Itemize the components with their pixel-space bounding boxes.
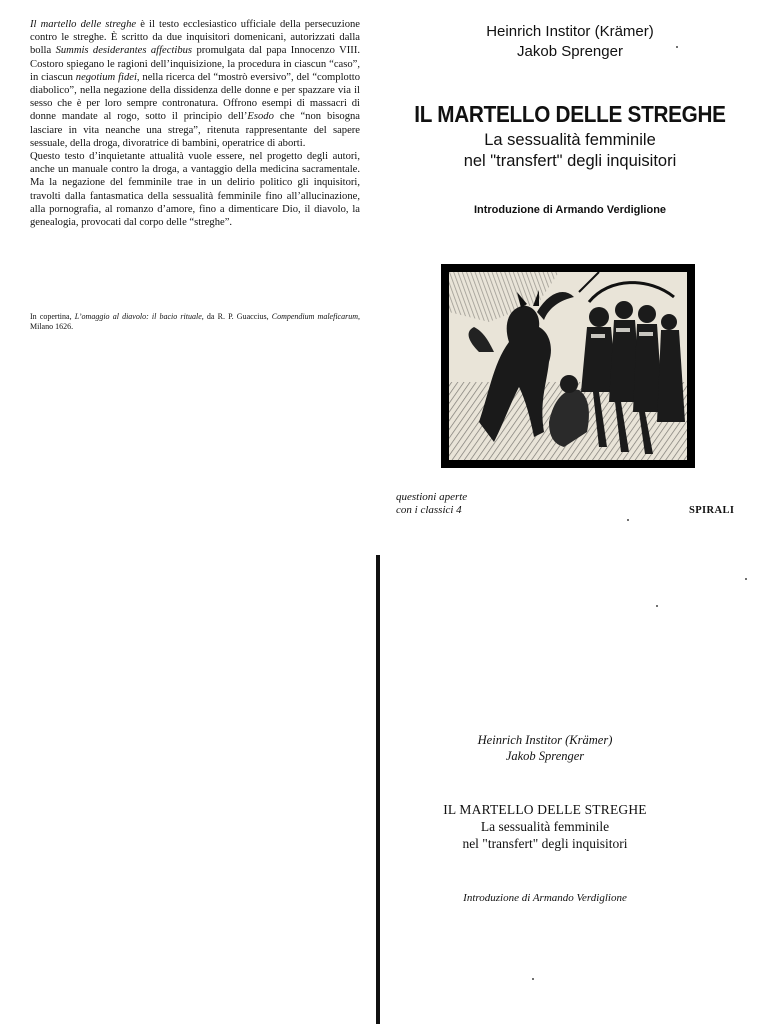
subtitle-line: nel "transfert" degli inquisitori	[462, 836, 628, 851]
author-name: Heinrich Institor (Krämer)	[486, 23, 654, 40]
scan-speck	[745, 578, 747, 580]
blurb-text-segment: Summis desiderantes affectibus	[55, 45, 193, 57]
woodcut-illustration	[449, 272, 687, 460]
series-line: questioni aperte	[396, 491, 468, 503]
scan-speck	[627, 519, 629, 521]
front-cover-authors	[400, 22, 740, 62]
author-name: Jakob Sprenger	[505, 749, 585, 763]
front-cover-subtitle	[400, 130, 740, 172]
credit-text-segment: , Milano 1626.	[30, 312, 360, 331]
title-page-introduction: Introduzione di Armando Verdiglione	[463, 892, 627, 904]
blurb-text-segment: Il martello delle streghe	[30, 19, 137, 30]
credit-text-segment: In copertina,	[30, 312, 75, 321]
publisher-name: SPIRALI	[689, 505, 735, 516]
cover-woodcut-image	[441, 264, 695, 468]
title-page-subtitle	[400, 818, 690, 852]
scan-speck	[532, 978, 534, 980]
back-cover-blurb	[30, 18, 360, 229]
blurb-text-segment: Esodo	[247, 111, 274, 123]
page-fold-line	[376, 555, 380, 1024]
credit-text-segment: Compendium maleficarum	[271, 312, 358, 321]
title-page-authors	[420, 732, 670, 764]
author-name: Jakob Sprenger	[517, 43, 623, 60]
blurb-paragraph-1	[30, 18, 360, 150]
series-label	[396, 491, 467, 517]
blurb-text-segment: , nella ricerca del “mostrò eversivo”, del “complotto diabolico”, nella negazione della dissidenza delle donne e per spazzare via il sesso che è per loro sempre contronatura. Offrono esempi di massacri di donne mandate al rogo, sotto il principio dell’	[30, 71, 360, 123]
blurb-text-segment: che “non bisogna lasciare in vita neanche una strega”, ritenuta rappresentante del sapere sessuale, della droga, divoratrice di bambini, operatrice di aborti.	[30, 111, 360, 149]
blurb-text-segment: negotium fidei	[75, 71, 137, 83]
cover-image-credit	[30, 312, 360, 332]
credit-text-segment: L’omaggio al diavolo: il bacio rituale	[74, 312, 202, 321]
front-cover-title: IL MARTELLO DELLE STREGHE	[414, 101, 726, 127]
credit-text-segment: , da R. P. Guaccius,	[201, 312, 272, 321]
scan-speck	[656, 605, 658, 607]
blurb-text-segment: è il testo ecclesiastico ufficiale della persecuzione contro le streghe. È scritto da due inquisitori domenicani, autorizzati dalla bolla	[30, 19, 360, 57]
blurb-text-segment: promulgata dal papa Innocenzo VIII. Costoro spiegano le ragioni dell’inquisizione, la procedura in ciascun “caso”, in ciascun	[30, 45, 360, 83]
subtitle-line: La sessualità femminile	[484, 131, 656, 149]
subtitle-line: La sessualità femminile	[480, 819, 610, 834]
series-line: con i classici 4	[396, 504, 462, 516]
front-cover-introduction: Introduzione di Armando Verdiglione	[473, 204, 667, 216]
scan-speck	[676, 46, 678, 48]
subtitle-line: nel "transfert" degli inquisitori	[463, 152, 677, 170]
title-page-title: IL MARTELLO DELLE STREGHE	[443, 802, 647, 817]
author-name: Heinrich Institor (Krämer)	[477, 733, 613, 747]
blurb-paragraph-2: Questo testo d’inquietante attualità vuole essere, nel progetto degli autori, anche un manuale contro la droga, a vantaggio della medicina sacramentale. Ma la negazione del femminile trae in un delirio politico gli inquisitori, travolti dalla fantasmatica della sessualità femminile fino all’allucinazione, alla pornografia, al romanzo d’amore, fino a dimenticare Dio, il diavolo, la genealogia, provocati dal corpo delle “streghe”.	[30, 151, 360, 229]
